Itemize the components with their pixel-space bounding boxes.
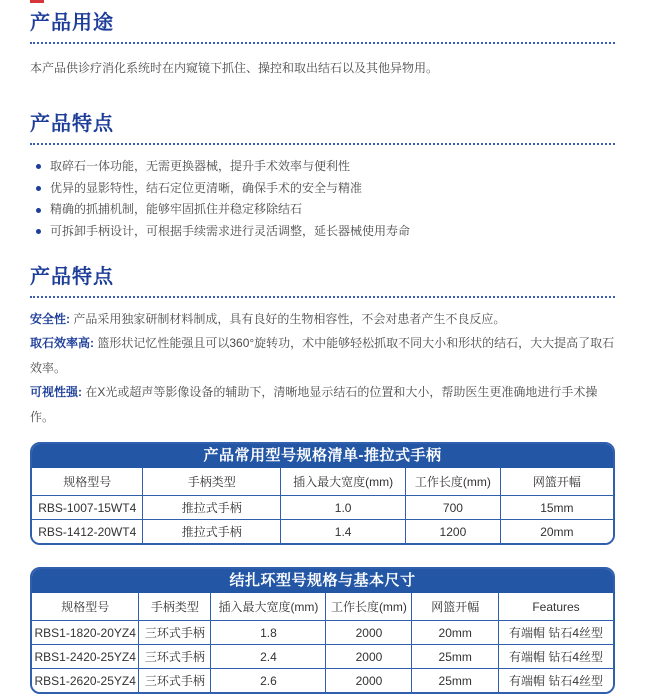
- spec-table-push-pull-handle: [30, 442, 615, 545]
- table-cell: 2000: [326, 621, 412, 645]
- section-product-features-bullets: [30, 114, 615, 243]
- table-cell: 20mm: [412, 621, 499, 645]
- column-header: 手柄类型: [139, 593, 211, 621]
- feature-paragraph: [30, 380, 615, 429]
- feature-detail-block: [30, 307, 615, 430]
- section-product-usage: [30, 0, 615, 77]
- table-cell: 有端帽 钻石4丝型: [499, 669, 614, 693]
- table-cell: 三环式手柄: [139, 669, 211, 693]
- column-header: 网篮开幅: [500, 468, 613, 496]
- table-cell: 2.6: [211, 669, 326, 693]
- feature-text: 在X光或超声等影像设备的辅助下，清晰地显示结石的位置和大小，帮助医生更准确地进行手术操作。: [30, 385, 598, 424]
- table-cell: RBS-1412-20WT4: [32, 520, 143, 544]
- feature-text: 产品采用独家研制材料制成，具有良好的生物相容性，不会对患者产生不良反应。: [73, 311, 506, 326]
- table-title-banner: 产品常用型号规格清单-推拉式手柄: [32, 444, 613, 468]
- column-header: 插入最大宽度(mm): [281, 468, 406, 496]
- column-header: 网篮开幅: [412, 593, 499, 621]
- top-red-accent-mark: [30, 0, 44, 3]
- table-cell: 有端帽 钻石4丝型: [499, 621, 614, 645]
- section-product-features-detail: [30, 267, 615, 430]
- section-title-usage: 产品用途: [30, 13, 615, 44]
- table-cell: 1200: [406, 520, 501, 544]
- spec-table: [32, 593, 613, 692]
- feature-label: 取石效率高:: [30, 336, 98, 351]
- table-cell: RBS1-1820-20YZ4: [32, 621, 139, 645]
- feature-bullet-item: [30, 221, 615, 243]
- table-cell: 1.0: [281, 496, 406, 520]
- feature-paragraph: [30, 307, 615, 332]
- feature-bullet-list: [30, 156, 615, 243]
- table-row: [32, 645, 613, 669]
- table-cell: 2000: [326, 669, 412, 693]
- table-cell: 15mm: [500, 496, 613, 520]
- table-header-row: [32, 468, 613, 496]
- table-cell: 25mm: [412, 645, 499, 669]
- table-cell: 25mm: [412, 669, 499, 693]
- table-cell: RBS1-2420-25YZ4: [32, 645, 139, 669]
- table-cell: 推拉式手柄: [143, 496, 281, 520]
- table-cell: 推拉式手柄: [143, 520, 281, 544]
- column-header: 规格型号: [32, 593, 139, 621]
- table-title-banner: 结扎环型号规格与基本尺寸: [32, 569, 613, 593]
- bullet-text: 精确的抓捕机制，能够牢固抓住并稳定移除结石: [50, 202, 303, 217]
- table-row: [32, 520, 613, 544]
- spec-table: [32, 468, 613, 543]
- feature-label: 可视性强:: [30, 385, 86, 400]
- feature-paragraph: [30, 331, 615, 380]
- table-cell: 1.8: [211, 621, 326, 645]
- bullet-dot-icon: [36, 229, 41, 234]
- usage-paragraph: 本产品供诊疗消化系统时在内窥镜下抓住、操控和取出结石以及其他异物用。: [30, 61, 439, 75]
- bullet-text: 取碎石一体功能，无需更换器械，提升手术效率与便利性: [50, 159, 351, 173]
- bullet-text: 优异的显影特性，结石定位更清晰，确保手术的安全与精准: [50, 180, 363, 195]
- feature-bullet-item: [30, 156, 615, 178]
- table-cell: 700: [406, 496, 501, 520]
- feature-bullet-item: [30, 199, 615, 221]
- table-header-row: [32, 593, 613, 621]
- table-row: [32, 621, 613, 645]
- section-title-features: 产品特点: [30, 114, 615, 145]
- column-header: 工作长度(mm): [406, 468, 501, 496]
- section-title-features-detail: 产品特点: [30, 267, 615, 298]
- feature-bullet-item: [30, 178, 615, 200]
- page-content: [30, 0, 615, 694]
- table-cell: RBS-1007-15WT4: [32, 496, 143, 520]
- bullet-text: 可拆卸手柄设计，可根据手续需求进行灵活调整，延长器械使用寿命: [50, 224, 411, 239]
- table-cell: 20mm: [500, 520, 613, 544]
- column-header: 插入最大宽度(mm): [211, 593, 326, 621]
- feature-text: 篮形状记忆性能强且可以360°旋转功，术中能够轻松抓取不同大小和形状的结石，大大提高了取石效率。: [30, 336, 615, 375]
- bullet-dot-icon: [36, 186, 41, 191]
- bullet-dot-icon: [36, 164, 41, 169]
- table-cell: 2000: [326, 645, 412, 669]
- column-header: 手柄类型: [143, 468, 281, 496]
- table-cell: 有端帽 钻石4丝型: [499, 645, 614, 669]
- column-header: 工作长度(mm): [326, 593, 412, 621]
- column-header: Features: [499, 593, 614, 621]
- table-row: [32, 496, 613, 520]
- table-cell: RBS1-2620-25YZ4: [32, 669, 139, 693]
- spec-table-ligation-ring: [30, 567, 615, 694]
- table-cell: 三环式手柄: [139, 621, 211, 645]
- feature-label: 安全性:: [30, 311, 74, 326]
- table-cell: 1.4: [281, 520, 406, 544]
- bullet-dot-icon: [36, 208, 41, 213]
- column-header: 规格型号: [32, 468, 143, 496]
- table-cell: 三环式手柄: [139, 645, 211, 669]
- table-cell: 2.4: [211, 645, 326, 669]
